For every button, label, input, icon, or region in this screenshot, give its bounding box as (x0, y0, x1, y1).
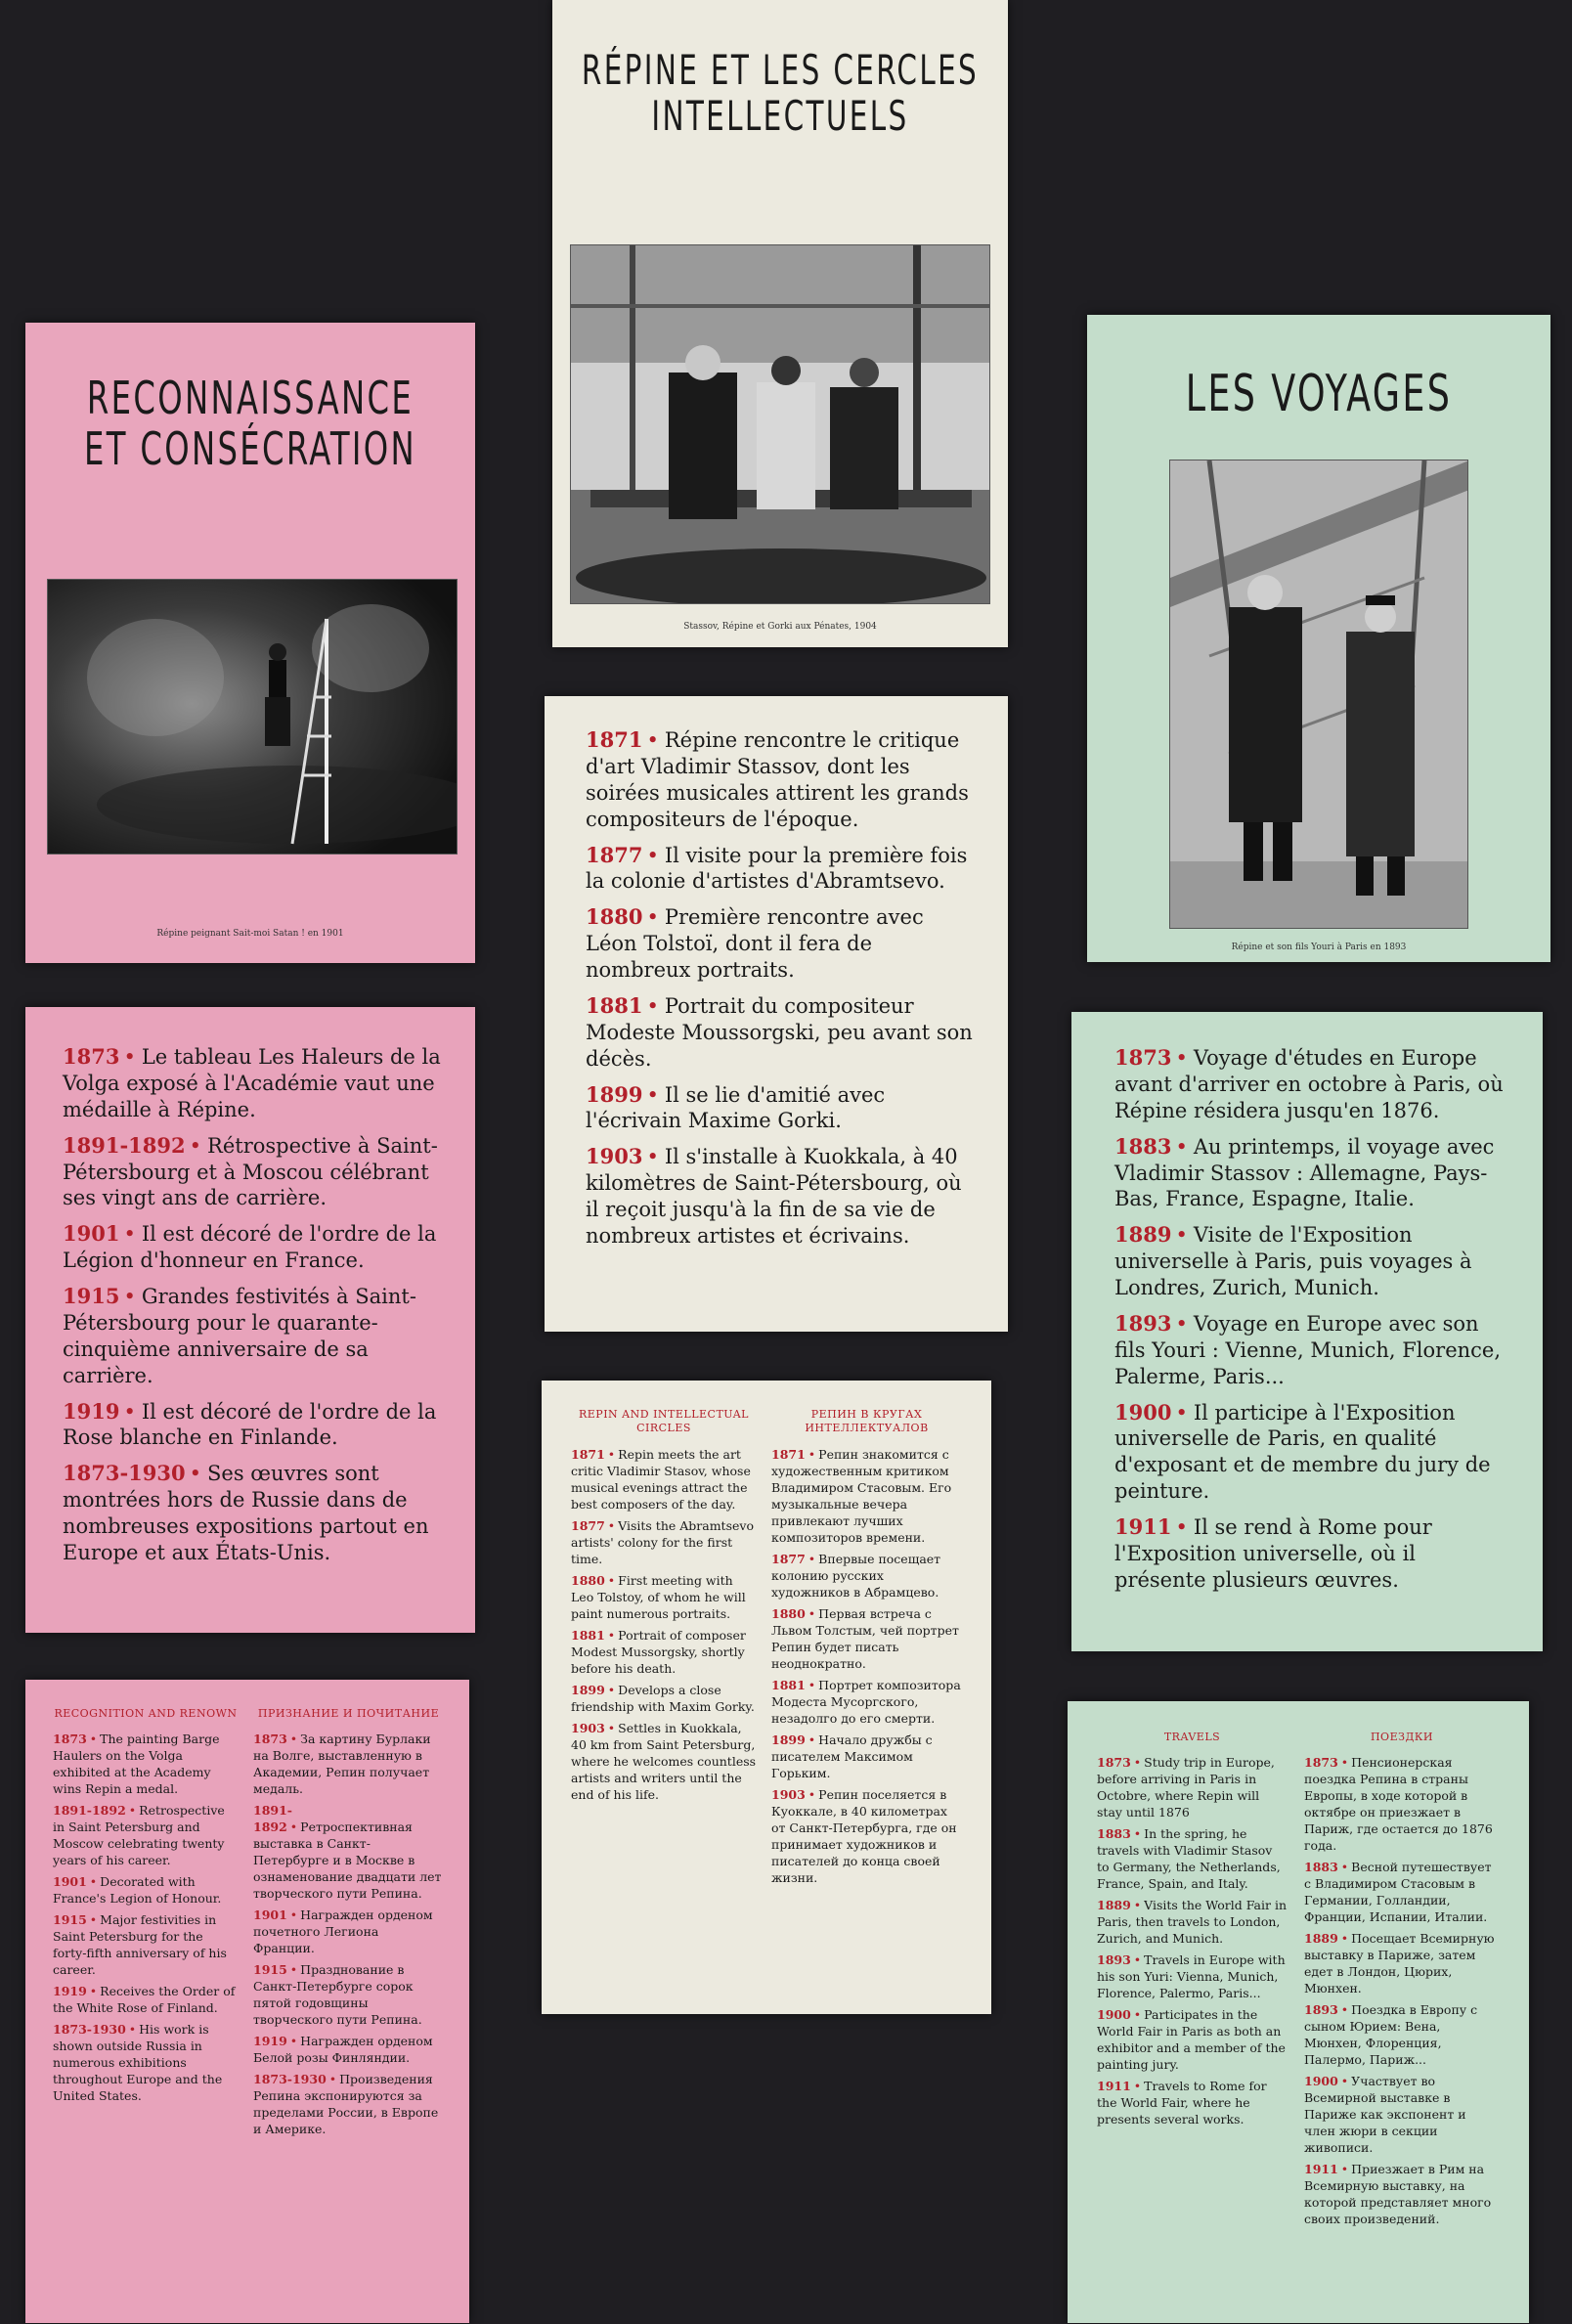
bullet-icon: • (808, 1732, 816, 1747)
timeline-entry (771, 1732, 962, 1781)
entry-year: 1903 (571, 1720, 605, 1735)
entry-text: Le tableau Les Haleurs de la Volga exposé à l'Académie vaut une médaille à Répine. (63, 1045, 441, 1121)
timeline-entry (1304, 2073, 1500, 2156)
entry-year: 1900 (1097, 2007, 1131, 2023)
entry-text: Settles in Kuokkala, 40 km from Saint Petersburg, where he welcomes countless artists and writers until the end of his life. (571, 1720, 757, 1802)
timeline-entry (1114, 1400, 1511, 1506)
entry-text: Il se rend à Rome pour l'Exposition universelle, où il présente plusieurs œuvres. (1114, 1515, 1432, 1592)
entry-text: Ses œuvres sont montrées hors de Russie dans de nombreuses expositions partout en Europe et aux États-Unis. (63, 1462, 429, 1564)
panel-title-reconnaissance: RECONNAISSANCE ET CONSÉCRATION (83, 372, 417, 475)
timeline-entry (63, 1461, 444, 1566)
timeline-cercles (545, 696, 1008, 1332)
entry-text: Участвует во Всемирной выставке в Париже как экспонент и член жюри в секции живописи. (1304, 2074, 1466, 2156)
entry-year: 1883 (1114, 1133, 1172, 1159)
bullet-icon: • (1133, 1755, 1142, 1771)
timeline-entry (571, 1627, 757, 1677)
timeline-entry (1304, 1930, 1500, 1996)
entry-year: 1899 (771, 1732, 806, 1747)
entry-text: First meeting with Leo Tolstoy, of whom he will paint numerous portraits. (571, 1572, 746, 1621)
bullet-icon: • (1175, 1311, 1188, 1336)
timeline-entry (1114, 1045, 1511, 1124)
timeline-entry (53, 1802, 239, 1868)
timeline-entry (53, 2021, 239, 2104)
bullet-icon: • (123, 1222, 136, 1247)
entry-text: Study trip in Europe, before arriving in Paris in Octobre, where Repin will stay until 1876 (1097, 1755, 1275, 1820)
entry-text: His work is shown outside Russia in numerous exhibitions throughout Europe and the United States. (53, 2022, 223, 2104)
bullet-icon: • (1340, 1860, 1349, 1875)
entry-text: Visits the Abramtsevo artists' colony for the first time. (571, 1517, 754, 1566)
entry-year: 1871 (571, 1446, 605, 1462)
timeline-entry (1304, 1859, 1500, 1925)
entry-year: 1880 (771, 1605, 806, 1621)
entry-year: 1883 (1304, 1860, 1338, 1875)
photo-repin-and-son (1169, 460, 1468, 929)
translations-reconnaissance (25, 1680, 469, 2323)
entry-text: Первая встреча с Львом Толстым, чей портрет Репин будет писать неоднократно. (771, 1605, 959, 1671)
russian-column (771, 1408, 962, 1891)
entry-year: 1880 (571, 1572, 605, 1588)
entry-year: 1873 (1304, 1755, 1338, 1771)
timeline-entry (771, 1446, 962, 1546)
entry-year: 1911 (1304, 2162, 1338, 2177)
entry-year: 1877 (771, 1551, 806, 1566)
entry-year: 1889 (1304, 1931, 1338, 1947)
bullet-icon: • (808, 1677, 816, 1692)
entry-text: Retrospective in Saint Petersburg and Moscow celebrating twenty years of his career. (53, 1803, 225, 1868)
entry-year: 1891-1892 (53, 1803, 126, 1819)
entry-text: Il est décoré de l'ordre de la Rose blanche en Finlande. (63, 1399, 437, 1450)
bullet-icon: • (607, 1682, 616, 1697)
bullet-icon: • (1175, 1223, 1188, 1248)
entry-year: 1881 (571, 1627, 605, 1643)
bullet-icon: • (289, 1820, 298, 1835)
timeline-entry (771, 1677, 962, 1727)
bullet-icon: • (1340, 1931, 1349, 1947)
entry-year: 1873-1930 (63, 1461, 186, 1486)
bullet-icon: • (289, 1907, 298, 1923)
timeline-entry (63, 1399, 444, 1452)
entry-text: In the spring, he travels with Vladimir Stasov to Germany, the Netherlands, France, Spain, and Italy. (1097, 1826, 1281, 1892)
timeline-entry (1114, 1514, 1511, 1594)
timeline-entry (53, 1911, 239, 1978)
panel-title-cercles: RÉPINE ET LES CERCLES INTELLECTUELS (581, 46, 980, 141)
bullet-icon: • (1175, 1134, 1188, 1159)
panel-voyages (1087, 315, 1550, 962)
bullet-icon: • (1175, 1400, 1188, 1425)
timeline-entry (571, 1517, 757, 1567)
entry-year: 1901 (63, 1221, 120, 1247)
entry-year: 1891-1892 (63, 1132, 186, 1158)
entry-year: 1873 (1114, 1045, 1172, 1070)
bullet-icon: • (289, 1962, 298, 1978)
bullet-icon: • (189, 1133, 202, 1158)
bullet-icon: • (646, 1082, 659, 1107)
column-title: ПОЕЗДКИ (1370, 1731, 1434, 1743)
timeline-entry (1097, 2078, 1288, 2127)
bullet-icon: • (808, 1786, 816, 1802)
timeline-reconnaissance (25, 1007, 475, 1633)
timeline-entry (1114, 1134, 1511, 1213)
entry-year: 1873 (63, 1044, 120, 1069)
entry-text: Начало дружбы с писателем Максимом Горьким. (771, 1732, 933, 1780)
entry-text: Репин поселяется в Куоккале, в 40 километрах от Санкт-Петербурга, где он принимает художников и писателей до конца своей жизни. (771, 1786, 957, 1885)
bullet-icon: • (607, 1517, 616, 1533)
entry-text: Il s'installe à Kuokkala, à 40 kilomètres de Saint-Pétersbourg, où il reçoit jusqu'à la fin de sa vie de nombreux artistes et écrivains. (586, 1145, 962, 1248)
bullet-icon: • (1133, 1826, 1142, 1842)
entry-text: Награжден орденом почетного Легиона Франции. (253, 1907, 433, 1956)
entry-text: Приезжает в Рим на Всемирную выставку, на которой представляет много своих произведений. (1304, 2162, 1492, 2227)
entry-year: 1900 (1114, 1399, 1172, 1425)
entry-year: 1919 (253, 2034, 287, 2049)
entry-text: Пенсионерская поездка Репина в страны Европы, в ходе которой в октябре он приезжает в Париж, где остается до 1876 года. (1304, 1755, 1493, 1854)
entry-text: За картину Бурлаки на Волге, выставленную в Академии, Репин получает медаль. (253, 1732, 431, 1797)
timeline-entry (63, 1284, 444, 1389)
timeline-entry (571, 1572, 757, 1622)
entry-year: 1871 (586, 727, 643, 752)
timeline-entry (63, 1133, 444, 1212)
entry-text: Grandes festivités à Saint-Pétersbourg pour le quarante-cinquième anniversaire de sa carrière. (63, 1285, 416, 1387)
entry-year: 1881 (586, 992, 643, 1018)
entry-text: Visite de l'Exposition universelle à Paris, puis voyages à Londres, Zurich, Munich. (1114, 1223, 1472, 1299)
entry-year: 1919 (63, 1398, 120, 1424)
entry-text: Награжден орденом Белой розы Финляндии. (253, 2034, 433, 2066)
translations-voyages (1068, 1701, 1529, 2323)
timeline-voyages (1071, 1012, 1543, 1651)
entry-year: 1877 (586, 842, 643, 867)
bullet-icon: • (808, 1446, 816, 1462)
entry-year: 1873-1930 (253, 2072, 327, 2087)
entry-text: Portrait du compositeur Modeste Moussorgski, peu avant son décès. (586, 993, 973, 1071)
entry-year: 1883 (1097, 1826, 1131, 1842)
bullet-icon: • (123, 1285, 136, 1308)
timeline-entry (63, 1044, 444, 1123)
entry-text: Il participe à l'Exposition universelle de Paris, en qualité d'exposant et de membre du jury de peinture. (1114, 1400, 1491, 1504)
entry-year: 1915 (63, 1284, 120, 1308)
bullet-icon: • (89, 1874, 98, 1890)
entry-year: 1877 (571, 1517, 605, 1533)
bullet-icon: • (1133, 2007, 1142, 2023)
bullet-icon: • (1340, 2074, 1349, 2089)
timeline-entry (53, 1983, 239, 2016)
entry-year: 1919 (53, 1984, 87, 1999)
entry-year: 1880 (586, 904, 643, 930)
bullet-icon: • (646, 728, 659, 752)
timeline-entry (253, 2033, 444, 2066)
entry-year: 1871 (771, 1446, 806, 1462)
entry-year: 1903 (586, 1144, 643, 1169)
bullet-icon: • (646, 993, 659, 1018)
bullet-icon: • (189, 1462, 202, 1486)
entry-year: 1900 (1304, 2074, 1338, 2089)
entry-text: Il visite pour la première fois la colonie d'artistes d'Abramtsevo. (586, 843, 968, 894)
entry-text: Voyage d'études en Europe avant d'arriver en octobre à Paris, où Répine résidera jusqu'en 1876. (1114, 1046, 1504, 1122)
bullet-icon: • (607, 1446, 616, 1462)
entry-year: 1911 (1097, 2079, 1131, 2094)
bullet-icon: • (1133, 1952, 1142, 1968)
entry-text: Весной путешествует с Владимиром Стасовым в Германии, Голландии, Франции, Испании, Италии. (1304, 1860, 1492, 1925)
bullet-icon: • (1340, 2162, 1349, 2177)
entry-text: Voyage en Europe avec son fils Youri : Vienne, Munich, Florence, Palerme, Paris... (1114, 1311, 1502, 1388)
timeline-entry (253, 2071, 444, 2137)
timeline-entry (771, 1605, 962, 1672)
photo-repin-painting (47, 579, 458, 855)
entry-text: Repin meets the art critic Vladimir Stasov, whose musical evenings attract the best composers of the day. (571, 1446, 751, 1512)
entry-text: Празднование в Санкт-Петербурге сорок пятой годовщины творческого пути Репина. (253, 1962, 422, 2028)
entry-text: Portrait of composer Modest Mussorgsky, shortly before his death. (571, 1627, 746, 1676)
bullet-icon: • (607, 1720, 616, 1735)
entry-year: 1873 (1097, 1755, 1131, 1771)
bullet-icon: • (607, 1572, 616, 1588)
timeline-entry (53, 1873, 239, 1907)
timeline-entry (586, 1082, 977, 1135)
timeline-entry (586, 1144, 977, 1250)
timeline-entry (771, 1551, 962, 1600)
entry-text: Посещает Всемирную выставку в Париже, затем едет в Лондон, Цюрих, Мюнхен. (1304, 1931, 1495, 1996)
bullet-icon: • (1133, 2079, 1142, 2094)
entry-year: 1915 (253, 1962, 287, 1978)
bullet-icon: • (1175, 1515, 1188, 1539)
entry-text: Répine rencontre le critique d'art Vladimir Stassov, dont les soirées musicales attirent les grands compositeurs de l'époque. (586, 728, 969, 831)
photo-caption: Répine peignant Sait-moi Satan ! en 1901 (156, 929, 344, 939)
entry-text: Произведения Репина экспонируются за пределами России, в Европе и Америке. (253, 2072, 439, 2137)
bullet-icon: • (289, 2034, 298, 2049)
bullet-icon: • (808, 1551, 816, 1566)
entry-year: 1891-1892 (253, 1803, 292, 1835)
bullet-icon: • (89, 1912, 98, 1928)
timeline-entry (586, 904, 977, 984)
entry-year: 1901 (253, 1907, 287, 1923)
english-column (53, 1707, 239, 2109)
timeline-list (586, 727, 977, 1259)
timeline-entry (1097, 1754, 1288, 1820)
bullet-icon: • (89, 1984, 98, 1999)
timeline-entry (571, 1682, 757, 1715)
entry-text: Visits the World Fair in Paris, then travels to London, Zurich, and Munich. (1097, 1898, 1287, 1947)
entry-text: Впервые посещает колонию русских художников в Абрамцево. (771, 1551, 941, 1600)
entry-text: Репин знакомится с художественным критиком Владимиром Стасовым. Его музыкальные вечера привлекают лучших композиторов времени. (771, 1446, 952, 1545)
english-column (1097, 1731, 1288, 2132)
timeline-entry (571, 1446, 757, 1513)
panel-cercles (552, 0, 1008, 647)
timeline-entry (586, 993, 977, 1073)
entry-text: Au printemps, il voyage avec Vladimir Stassov : Allemagne, Pays-Bas, France, Espagne, Italie. (1114, 1134, 1495, 1211)
russian-column (253, 1707, 444, 2142)
timeline-entry (1114, 1311, 1511, 1390)
entry-year: 1873-1930 (53, 2022, 126, 2038)
entry-text: Participates in the World Fair in Paris as both an exhibitor and a member of the painting jury. (1097, 2007, 1286, 2073)
bullet-icon: • (123, 1399, 136, 1424)
panel-reconnaissance (25, 323, 475, 963)
entry-text: Поездка в Европу с сыном Юрием: Вена, Мюнхен, Флоренция, Палермо, Париж... (1304, 2002, 1478, 2068)
timeline-entry (771, 1786, 962, 1886)
timeline-list (1114, 1045, 1511, 1603)
bullet-icon: • (646, 1145, 659, 1169)
entry-year: 1893 (1304, 2002, 1338, 2018)
entry-text: Première rencontre avec Léon Tolstoï, dont il fera de nombreux portraits. (586, 905, 924, 982)
timeline-entry (571, 1720, 757, 1803)
entry-year: 1899 (586, 1081, 643, 1107)
entry-text: The painting Barge Haulers on the Volga exhibited at the Academy wins Repin a medal. (53, 1732, 220, 1797)
entry-text: Il se lie d'amitié avec l'écrivain Maxime Gorki. (586, 1082, 886, 1133)
timeline-entry (253, 1907, 444, 1956)
timeline-entry (586, 727, 977, 833)
entry-text: Major festivities in Saint Petersburg for the forty-fifth anniversary of his career. (53, 1912, 227, 1978)
column-title: TRAVELS (1163, 1731, 1221, 1743)
entry-text: Ретроспективная выставка в Санкт-Петербурге и в Москве в ознаменование двадцати лет творческого пути Репина. (253, 1820, 442, 1902)
bullet-icon: • (128, 2022, 137, 2038)
panel-title-voyages: LES VOYAGES (1185, 365, 1453, 423)
entry-year: 1915 (53, 1912, 87, 1928)
timeline-entry (1304, 2001, 1500, 2068)
entry-text: Travels in Europe with his son Yuri: Vienna, Munich, Florence, Palermo, Paris... (1097, 1952, 1286, 2001)
entry-year: 1901 (53, 1874, 87, 1890)
translations-cercles (542, 1381, 991, 2014)
bullet-icon: • (123, 1045, 136, 1069)
bullet-icon: • (1133, 1898, 1142, 1913)
photo-stassov-repin-gorki (570, 244, 990, 604)
english-column (571, 1408, 757, 1808)
bullet-icon: • (1175, 1046, 1188, 1070)
entry-year: 1873 (253, 1732, 287, 1747)
column-title: РЕПИН В КРУГАХ ИНТЕЛЛЕКТУАЛОВ (805, 1408, 929, 1435)
timeline-entry (1097, 2006, 1288, 2073)
timeline-entry (1097, 1951, 1288, 2001)
entry-text: Портрет композитора Модеста Мусоргского, незадолго до его смерти. (771, 1677, 961, 1726)
bullet-icon: • (1340, 1755, 1349, 1771)
timeline-entry (586, 843, 977, 896)
bullet-icon: • (808, 1605, 816, 1621)
timeline-entry (253, 1802, 444, 1902)
timeline-list (63, 1044, 444, 1576)
photo-caption: Répine et son fils Youri à Paris en 1893 (1231, 943, 1407, 952)
photo-caption: Stassov, Répine et Gorki aux Pénates, 1904 (683, 622, 877, 632)
timeline-entry (1114, 1222, 1511, 1301)
entry-year: 1873 (53, 1732, 87, 1747)
timeline-entry (253, 1731, 444, 1797)
timeline-entry (1304, 2161, 1500, 2227)
russian-column (1304, 1731, 1500, 2232)
bullet-icon: • (89, 1732, 98, 1747)
entry-year: 1911 (1114, 1514, 1172, 1539)
entry-text: Decorated with France's Legion of Honour. (53, 1874, 222, 1907)
bullet-icon: • (646, 905, 659, 930)
entry-text: Receives the Order of the White Rose of Finland. (53, 1984, 236, 2016)
entry-year: 1889 (1097, 1898, 1131, 1913)
entry-year: 1889 (1114, 1222, 1172, 1248)
bullet-icon: • (607, 1627, 616, 1643)
timeline-entry (63, 1221, 444, 1274)
entry-year: 1899 (571, 1682, 605, 1697)
timeline-entry (1304, 1754, 1500, 1854)
timeline-entry (1097, 1825, 1288, 1892)
entry-year: 1881 (771, 1677, 806, 1692)
timeline-entry (253, 1961, 444, 2028)
entry-year: 1893 (1097, 1952, 1131, 1968)
column-title: RECOGNITION AND RENOWN (54, 1707, 238, 1720)
bullet-icon: • (128, 1803, 137, 1819)
entry-year: 1893 (1114, 1310, 1172, 1336)
timeline-entry (53, 1731, 239, 1797)
timeline-entry (1097, 1897, 1288, 1947)
entry-text: Il est décoré de l'ordre de la Légion d'honneur en France. (63, 1222, 437, 1273)
entry-text: Rétrospective à Saint-Pétersbourg et à Moscou célébrant ses vingt ans de carrière. (63, 1133, 438, 1210)
column-title: ПРИЗНАНИЕ И ПОЧИТАНИЕ (257, 1707, 440, 1720)
bullet-icon: • (289, 1732, 298, 1747)
bullet-icon: • (646, 843, 659, 867)
entry-text: Develops a close friendship with Maxim Gorky. (571, 1682, 755, 1714)
entry-year: 1903 (771, 1786, 806, 1802)
bullet-icon: • (1340, 2002, 1349, 2018)
bullet-icon: • (328, 2072, 337, 2087)
column-title: REPIN AND INTELLECTUAL CIRCLES (579, 1408, 749, 1435)
entry-text: Travels to Rome for the World Fair, where he presents several works. (1097, 2079, 1267, 2127)
